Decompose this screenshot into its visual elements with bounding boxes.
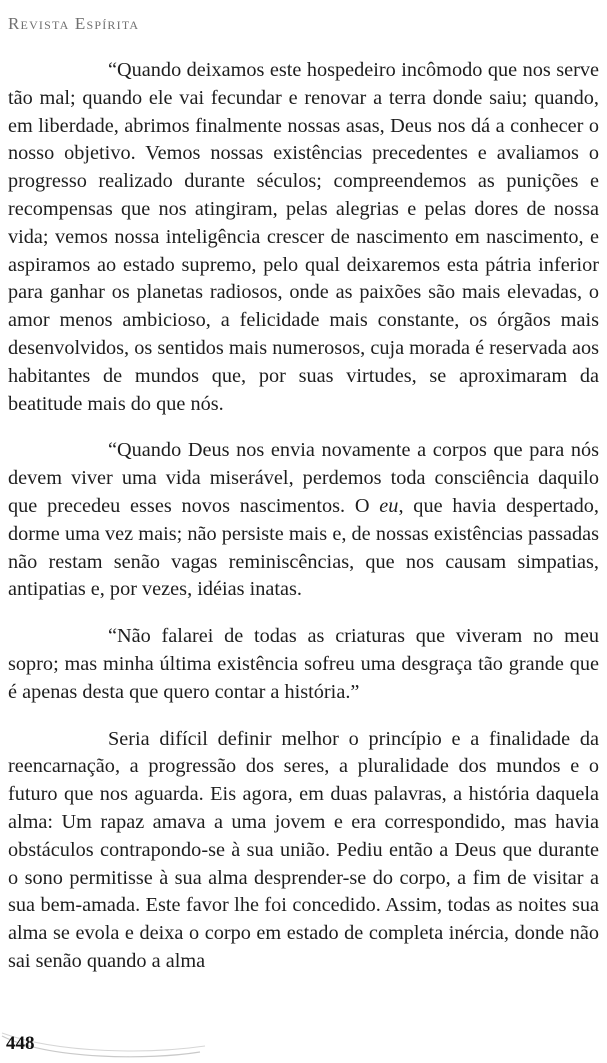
paragraph-1: “Quando deixamos este hospedeiro incômodo que nos serve tão mal; quando ele vai fecundar e renovar a terra donde saiu; quando, em liberdade, abrimos finalmente nossas asas, Deus nos dá a conhecer o nosso objetivo. Vemos nossas existências precedentes e avaliamos o progresso realizado durante séculos; compreendemos as punições e recompensas que nos atingiram, pelas alegrias e pelas dores de nossa vida; vemos nossa inteligência crescer de nascimento em nascimento, e aspiramos ao estado supremo, pelo qual deixaremos esta pátria inferior para ganhar os planetas radiosos, onde as paixões são mais elevadas, o amor menos ambicioso, a felicidade mais constante, os órgãos mais desenvolvidos, os sentidos mais numerosos, cuja morada é reservada aos habitantes de mundos que, por suas virtudes, se aproximaram da beatitude mais do que nós. — [8, 59, 599, 415]
paragraph-3: “Não falarei de todas as criaturas que viveram no meu sopro; mas minha última existência sofreu uma desgraça tão grande que é apenas desta que quero contar a história.” — [8, 625, 599, 703]
article-body — [8, 57, 599, 995]
paragraph-2 — [8, 437, 599, 604]
emphasized-word: eu — [379, 494, 399, 517]
decorative-swoosh-ornament — [0, 1030, 230, 1063]
paragraph-2-text-end: , que havia despertado, dorme uma vez mais; não persiste mais e, de nossas existências passadas não restam senão vagas reminiscências, que nos causam simpatias, antipatias e, por vezes, idéias inatas. — [8, 494, 600, 601]
running-header: Revista Espírita — [8, 14, 140, 33]
paragraph-2-text-start: “Quando Deus nos envia novamente a corpos que para nós devem viver uma vida miserável, perdemos toda consciência daquilo que precedeu esses novos nascimentos. O — [8, 439, 599, 517]
page-number: 448 — [6, 1033, 35, 1054]
paragraph-4: Seria difícil definir melhor o princípio e a finalidade da reencarnação, a progressão dos seres, a pluralidade dos mundos e o futuro que nos aguarda. Eis agora, em duas palavras, a história daquela alma: Um rapaz amava a uma jovem e era correspondido, mas havia obstáculos contrapondo-se à sua união. Pediu então a Deus que durante o sono permitisse à sua alma desprender-se do corpo, a fim de visitar a sua bem-amada. Este favor lhe foi concedido. Assim, todas as noites sua alma se evola e deixa o corpo em estado de completa inércia, donde não sai senão quando a alma — [8, 727, 599, 972]
